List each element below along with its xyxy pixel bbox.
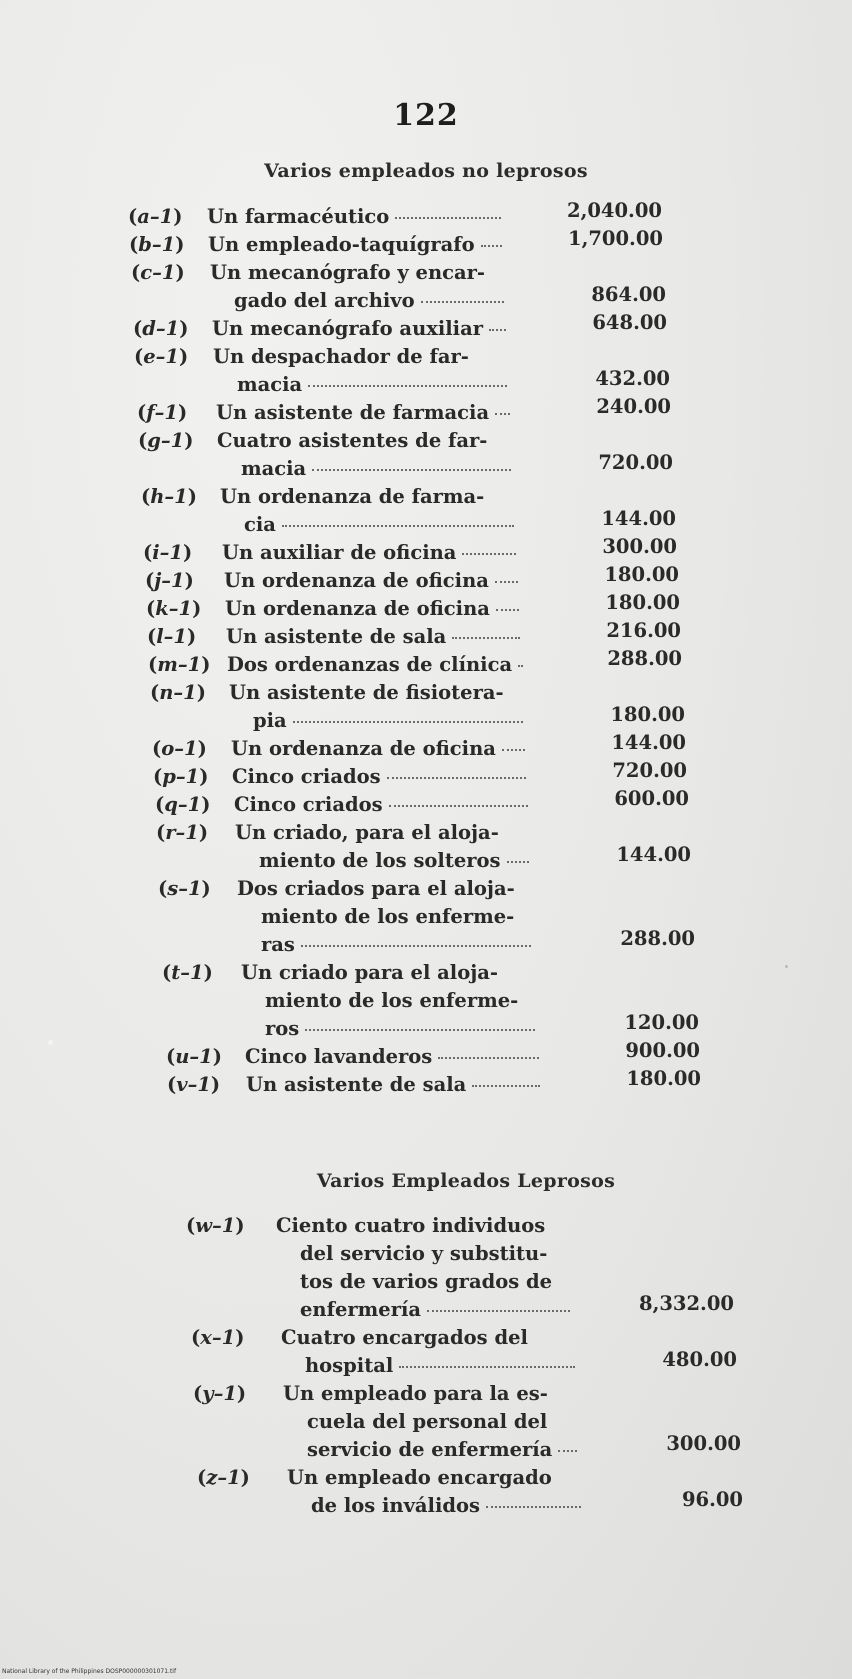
scan-speck <box>785 965 788 968</box>
entry-code: (p–1) <box>153 765 209 788</box>
entry-suffix: –1 <box>189 1045 213 1068</box>
entry-suffix: –1 <box>155 345 179 368</box>
entry-description <box>210 259 510 315</box>
description-text: macia <box>237 373 303 396</box>
entry-suffix: –1 <box>149 205 174 228</box>
description-text: Un empleado encargado <box>287 1466 552 1489</box>
entry-description <box>234 791 534 819</box>
description-text: Cuatro encargados del <box>281 1326 528 1349</box>
description-text: Un despachador de far- <box>213 345 469 368</box>
entry-letter: r <box>165 821 176 844</box>
description-line <box>210 259 510 287</box>
entry-description <box>212 315 512 343</box>
description-line <box>207 203 507 231</box>
entry-letter: k <box>155 597 169 620</box>
entry-description <box>246 1071 546 1099</box>
description-line <box>235 819 535 847</box>
scan-footer: National Library of the Philippines DOSP000000301071.tif <box>2 1668 177 1675</box>
entry-letter: t <box>171 961 181 984</box>
description-line <box>235 847 535 875</box>
description-text: Cinco lavanderos <box>245 1045 433 1068</box>
description-text: Un empleado-taquígrafo <box>208 233 475 256</box>
description-text: Dos ordenanzas de clínica <box>227 653 513 676</box>
description-line <box>241 987 541 1015</box>
entry-amount: 144.00 <box>616 843 691 866</box>
dot-leader <box>438 1056 539 1059</box>
entry-amount: 180.00 <box>604 563 679 586</box>
entry-suffix: –1 <box>175 765 200 788</box>
description-line <box>283 1436 583 1464</box>
description-text: Un asistente de sala <box>226 625 447 648</box>
entry-description <box>235 819 535 875</box>
description-line <box>234 791 534 819</box>
description-text: del servicio y substitu- <box>300 1242 548 1265</box>
entry-amount: 900.00 <box>625 1039 700 1062</box>
description-line <box>287 1492 587 1520</box>
entry-letter: w <box>195 1214 213 1237</box>
entry-amount: 300.00 <box>602 535 677 558</box>
entry-amount: 144.00 <box>601 507 676 530</box>
description-line <box>283 1408 583 1436</box>
description-line <box>222 539 522 567</box>
description-text: miento de los solteros <box>259 849 501 872</box>
entry-amount: 720.00 <box>598 451 673 474</box>
description-text: servicio de enfermería <box>307 1438 553 1461</box>
description-text: Cuatro asistentes de far- <box>217 429 488 452</box>
entry-amount: 300.00 <box>666 1432 741 1455</box>
entry-letter: g <box>147 429 161 452</box>
description-line <box>224 567 524 595</box>
entry-description <box>217 427 517 483</box>
entry-description <box>222 539 522 567</box>
entry-suffix: –1 <box>163 625 187 648</box>
description-line <box>208 231 508 259</box>
entry-code: (o–1) <box>152 737 207 760</box>
entry-letter: f <box>146 401 155 424</box>
entry-description <box>231 735 531 763</box>
section-title: Varios Empleados Leprosos <box>316 1170 616 1192</box>
entry-suffix: –1 <box>164 485 188 508</box>
entry-suffix: –1 <box>175 821 199 844</box>
description-line <box>287 1464 587 1492</box>
entry-description <box>237 875 537 959</box>
dot-leader <box>293 720 523 723</box>
entry-suffix: –1 <box>211 1326 236 1349</box>
entry-letter: j <box>154 569 162 592</box>
entry-letter: d <box>142 317 156 340</box>
description-line <box>213 343 513 371</box>
dot-leader <box>496 608 519 611</box>
entry-letter: v <box>176 1073 188 1096</box>
entry-letter: c <box>140 261 153 284</box>
entry-description <box>220 483 520 539</box>
description-text: Un asistente de fisiotera- <box>229 681 504 704</box>
entry-letter: l <box>156 625 164 648</box>
description-line <box>229 679 529 707</box>
dot-leader <box>486 1505 581 1508</box>
description-text: miento de los enferme- <box>261 905 515 928</box>
entry-amount: 432.00 <box>595 367 670 390</box>
description-line <box>237 931 537 959</box>
entry-letter: o <box>161 737 175 760</box>
entry-description <box>213 343 513 399</box>
entry-suffix: –1 <box>180 961 204 984</box>
description-text: Un criado, para el aloja- <box>235 821 499 844</box>
entry-description <box>216 399 516 427</box>
description-text: tos de varios grados de <box>300 1270 553 1293</box>
dot-leader <box>452 636 520 639</box>
description-text: Cinco criados <box>234 793 383 816</box>
description-text: cuela del personal del <box>307 1410 548 1433</box>
description-line <box>283 1380 583 1408</box>
description-text: ras <box>261 933 295 956</box>
description-line <box>226 623 526 651</box>
entry-description <box>232 763 532 791</box>
entry-code: (g–1) <box>138 429 194 452</box>
entry-description <box>245 1043 545 1071</box>
entry-letter: i <box>152 541 160 564</box>
dot-leader <box>502 748 525 751</box>
entry-description <box>287 1464 587 1520</box>
dot-leader <box>518 664 521 667</box>
entry-amount: 180.00 <box>626 1067 701 1090</box>
description-text: ros <box>265 1017 300 1040</box>
entry-letter: x <box>200 1326 212 1349</box>
entry-code: (c–1) <box>131 261 185 284</box>
description-line <box>217 427 517 455</box>
entry-description <box>227 651 527 679</box>
entry-suffix: –1 <box>178 877 202 900</box>
entry-code: (w–1) <box>186 1214 245 1237</box>
description-text: Un asistente de farmacia <box>216 401 490 424</box>
dot-leader <box>308 384 507 387</box>
entry-suffix: –1 <box>187 1073 211 1096</box>
description-line <box>225 595 525 623</box>
dot-leader <box>472 1084 540 1087</box>
dot-leader <box>389 804 528 807</box>
entry-amount: 1,700.00 <box>568 227 663 250</box>
entry-amount: 8,332.00 <box>639 1292 734 1315</box>
entry-code: (a–1) <box>128 205 183 228</box>
description-line <box>245 1043 545 1071</box>
entry-amount: 288.00 <box>620 927 695 950</box>
entry-letter: b <box>138 233 152 256</box>
description-text: Un ordenanza de farma- <box>220 485 485 508</box>
description-line <box>276 1240 576 1268</box>
entry-code: (l–1) <box>147 625 197 648</box>
entry-amount: 480.00 <box>662 1348 737 1371</box>
description-line <box>246 1071 546 1099</box>
entry-suffix: –1 <box>177 653 202 676</box>
entry-description <box>276 1212 576 1324</box>
entry-letter: z <box>206 1466 218 1489</box>
entry-amount: 180.00 <box>605 591 680 614</box>
description-line <box>241 1015 541 1043</box>
description-line <box>281 1352 581 1380</box>
entry-suffix: –1 <box>174 737 198 760</box>
entry-code: (h–1) <box>141 485 197 508</box>
entry-code: (t–1) <box>162 961 213 984</box>
description-line <box>229 707 529 735</box>
entry-letter: n <box>159 681 174 704</box>
entry-amount: 144.00 <box>611 731 686 754</box>
entry-code: (v–1) <box>167 1073 221 1096</box>
entry-code: (e–1) <box>134 345 189 368</box>
entry-code: (z–1) <box>197 1466 250 1489</box>
page-number: 122 <box>393 98 459 133</box>
dot-leader <box>421 300 504 303</box>
dot-leader <box>387 776 526 779</box>
entry-code: (i–1) <box>143 541 193 564</box>
dot-leader <box>399 1365 575 1368</box>
entry-suffix: –1 <box>155 317 180 340</box>
description-text: Un empleado para la es- <box>283 1382 548 1405</box>
entry-suffix: –1 <box>173 681 197 704</box>
description-line <box>237 875 537 903</box>
dot-leader <box>507 860 529 863</box>
entry-description <box>229 679 529 735</box>
entry-suffix: –1 <box>177 793 202 816</box>
description-text: Un asistente de sala <box>246 1073 467 1096</box>
description-line <box>281 1324 581 1352</box>
entry-suffix: –1 <box>212 1214 236 1237</box>
entry-code: (n–1) <box>150 681 206 704</box>
entry-code: (k–1) <box>146 597 202 620</box>
entry-code: (q–1) <box>155 793 211 816</box>
description-line <box>237 903 537 931</box>
description-line <box>212 315 512 343</box>
entry-suffix: –1 <box>213 1382 237 1405</box>
description-text: Dos criados para el aloja- <box>237 877 515 900</box>
description-text: Un ordenanza de oficina <box>231 737 496 760</box>
entry-amount: 288.00 <box>607 647 682 670</box>
entry-suffix: –1 <box>168 597 193 620</box>
entry-suffix: –1 <box>159 541 183 564</box>
entry-description <box>224 567 524 595</box>
entry-letter: e <box>143 345 156 368</box>
entry-code: (m–1) <box>148 653 211 676</box>
entry-amount: 600.00 <box>614 787 689 810</box>
description-line <box>241 959 541 987</box>
entry-code: (b–1) <box>129 233 185 256</box>
description-line <box>231 735 531 763</box>
description-line <box>227 651 527 679</box>
entry-amount: 96.00 <box>681 1488 743 1511</box>
entry-code: (y–1) <box>193 1382 247 1405</box>
entry-code: (r–1) <box>156 821 209 844</box>
entry-amount: 2,040.00 <box>567 199 662 222</box>
description-text: macia <box>241 457 307 480</box>
description-line <box>276 1212 576 1240</box>
description-line <box>216 399 516 427</box>
entry-letter: u <box>175 1045 190 1068</box>
entry-letter: m <box>157 653 178 676</box>
entry-amount: 720.00 <box>612 759 687 782</box>
entry-code: (x–1) <box>191 1326 245 1349</box>
entry-description <box>208 231 508 259</box>
entry-suffix: –1 <box>160 429 185 452</box>
entry-description <box>207 203 507 231</box>
description-text: enfermería <box>300 1298 422 1321</box>
description-text: Un ordenanza de oficina <box>225 597 490 620</box>
description-line <box>232 763 532 791</box>
entry-code: (u–1) <box>166 1045 222 1068</box>
dot-leader <box>481 244 502 247</box>
dot-leader <box>312 468 511 471</box>
entry-description <box>225 595 525 623</box>
entry-description <box>281 1324 581 1380</box>
entry-amount: 120.00 <box>624 1011 699 1034</box>
dot-leader <box>301 944 531 947</box>
dot-leader <box>427 1309 570 1312</box>
description-text: cia <box>244 513 276 536</box>
entry-suffix: –1 <box>154 401 178 424</box>
entry-letter: a <box>137 205 150 228</box>
description-text: Un mecanógrafo y encar- <box>210 261 486 284</box>
description-line <box>276 1268 576 1296</box>
entry-letter: q <box>164 793 178 816</box>
section-title: Varios empleados no leprosos <box>264 160 588 182</box>
description-text: Un mecanógrafo auxiliar <box>212 317 484 340</box>
scan-speck <box>48 1040 53 1045</box>
entry-code: (f–1) <box>137 401 188 424</box>
description-text: gado del archivo <box>234 289 415 312</box>
description-text: Un farmacéutico <box>207 205 390 228</box>
entry-letter: h <box>150 485 165 508</box>
description-text: miento de los enferme- <box>265 989 519 1012</box>
entry-suffix: –1 <box>152 261 176 284</box>
entry-description <box>241 959 541 1043</box>
description-text: de los inválidos <box>311 1494 480 1517</box>
entry-amount: 180.00 <box>610 703 685 726</box>
dot-leader <box>495 580 518 583</box>
description-text: Un ordenanza de oficina <box>224 569 489 592</box>
dot-leader <box>305 1028 535 1031</box>
entry-suffix: –1 <box>161 569 185 592</box>
entry-code: (d–1) <box>133 317 189 340</box>
entry-suffix: –1 <box>151 233 176 256</box>
entry-letter: y <box>202 1382 214 1405</box>
entry-code: (s–1) <box>158 877 211 900</box>
dot-leader <box>495 412 510 415</box>
entry-suffix: –1 <box>217 1466 241 1489</box>
description-line <box>276 1296 576 1324</box>
dot-leader <box>282 524 514 527</box>
entry-description <box>283 1380 583 1464</box>
description-text: Un criado para el aloja- <box>241 961 498 984</box>
entry-letter: s <box>167 877 179 900</box>
description-line <box>217 455 517 483</box>
dot-leader <box>558 1449 577 1452</box>
dot-leader <box>395 216 501 219</box>
dot-leader <box>489 328 506 331</box>
entry-description <box>226 623 526 651</box>
description-text: pia <box>253 709 287 732</box>
entry-amount: 648.00 <box>592 311 667 334</box>
entry-letter: p <box>162 765 176 788</box>
entry-amount: 216.00 <box>606 619 681 642</box>
description-text: Un auxiliar de oficina <box>222 541 457 564</box>
description-text: Ciento cuatro individuos <box>276 1214 546 1237</box>
entry-code: (j–1) <box>145 569 194 592</box>
description-text: Cinco criados <box>232 765 381 788</box>
description-text: hospital <box>305 1354 394 1377</box>
description-line <box>220 483 520 511</box>
description-line <box>210 287 510 315</box>
entry-amount: 864.00 <box>591 283 666 306</box>
description-line <box>213 371 513 399</box>
entry-amount: 240.00 <box>596 395 671 418</box>
dot-leader <box>462 552 516 555</box>
description-line <box>220 511 520 539</box>
